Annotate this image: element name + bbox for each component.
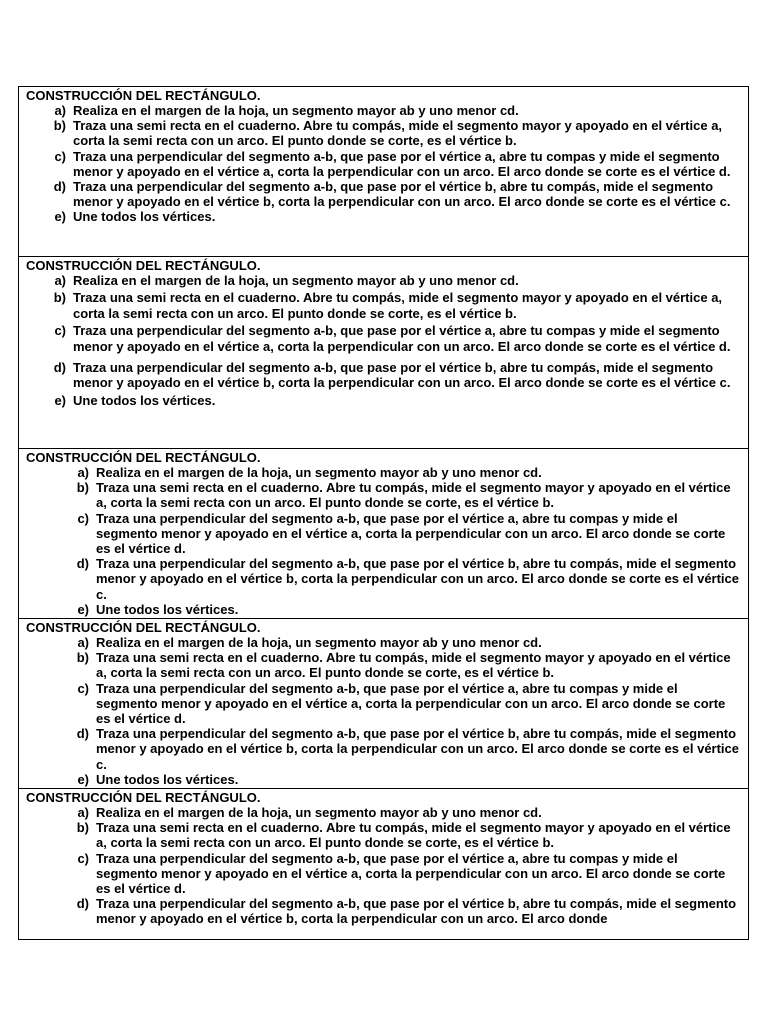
item-text: Realiza en el margen de la hoja, un segmento mayor ab y uno menor cd. (96, 465, 542, 480)
item-marker: e) (77, 771, 89, 787)
list-item (26, 273, 740, 288)
item-marker: e) (54, 392, 66, 408)
step-list (26, 465, 740, 617)
item-text: Traza una perpendicular del segmento a-b, que pase por el vértice b, abre tu compás, mide el segmento menor y apoyado en el vértice b, corta la perpendicular con un arco. El arco donde se corte es el vértice c. (96, 556, 740, 602)
step-list (26, 103, 740, 225)
list-item (26, 393, 740, 408)
item-text: Traza una perpendicular del segmento a-b, que pase por el vértice b, abre tu compás, mide el segmento menor y apoyado en el vértice b, corta la perpendicular con un arco. El arco donde se corte es el vértice c. (96, 726, 740, 772)
block-title: CONSTRUCCIÓN DEL RECTÁNGULO. (26, 620, 261, 635)
list-item (26, 290, 740, 321)
list-item (26, 103, 740, 118)
list-item (26, 149, 740, 179)
block-title: CONSTRUCCIÓN DEL RECTÁNGULO. (26, 790, 261, 805)
list-item (26, 465, 740, 480)
item-marker: d) (76, 726, 89, 742)
instruction-block-3 (19, 449, 748, 619)
item-marker: d) (76, 556, 89, 572)
list-item (26, 602, 740, 617)
item-marker: b) (76, 480, 89, 496)
item-text: Realiza en el margen de la hoja, un segmento mayor ab y uno menor cd. (73, 273, 519, 288)
item-marker: c) (77, 680, 89, 696)
item-text: Traza una perpendicular del segmento a-b, que pase por el vértice b, abre tu compás, mide el segmento menor y apoyado en el vértice b, corta la perpendicular con un arco. El arco donde (96, 896, 737, 927)
step-list (26, 273, 740, 408)
list-item (26, 556, 740, 602)
item-text: Traza una semi recta en el cuaderno. Abre tu compás, mide el segmento mayor y apoyado en el vértice a, corta la semi recta con un arco. El punto donde se corte, es el vértice b. (73, 118, 723, 149)
list-item (26, 820, 740, 850)
document-page (18, 86, 749, 940)
item-text: Traza una semi recta en el cuaderno. Abre tu compás, mide el segmento mayor y apoyado en el vértice a, corta la semi recta con un arco. El punto donde se corte, es el vértice b. (96, 820, 731, 851)
item-marker: a) (77, 805, 89, 820)
list-item (26, 851, 740, 897)
item-marker: d) (53, 360, 66, 376)
item-text: Traza una perpendicular del segmento a-b, que pase por el vértice a, abre tu compas y mide el segmento menor y apoyado en el vértice a, corta la perpendicular con un arco. El arco donde se corte es el vértice d. (73, 148, 731, 179)
item-marker: b) (76, 650, 89, 666)
item-text: Une todos los vértices. (96, 601, 239, 617)
item-text: Traza una perpendicular del segmento a-b, que pase por el vértice a, abre tu compas y mide el segmento menor y apoyado en el vértice a, corta la perpendicular con un arco. El arco donde se corte es el vértice d. (96, 850, 726, 897)
item-marker: e) (77, 601, 89, 617)
list-item (26, 635, 740, 650)
list-item (26, 726, 740, 772)
instruction-block-4 (19, 619, 748, 789)
list-item (26, 805, 740, 820)
item-text: Realiza en el margen de la hoja, un segmento mayor ab y uno menor cd. (96, 805, 542, 820)
item-marker: c) (54, 148, 66, 164)
list-item (26, 681, 740, 727)
list-item (26, 650, 740, 680)
list-item (26, 179, 740, 209)
item-text: Traza una perpendicular del segmento a-b, que pase por el vértice b, abre tu compás, mide el segmento menor y apoyado en el vértice b, corta la perpendicular con un arco. El arco donde se corte es el vértice c. (73, 360, 731, 391)
item-marker: a) (54, 273, 66, 288)
block-title: CONSTRUCCIÓN DEL RECTÁNGULO. (26, 88, 261, 103)
list-item (26, 209, 740, 224)
item-text: Traza una semi recta en el cuaderno. Abre tu compás, mide el segmento mayor y apoyado en el vértice a, corta la semi recta con un arco. El punto donde se corte, es el vértice b. (73, 290, 723, 321)
block-title: CONSTRUCCIÓN DEL RECTÁNGULO. (26, 258, 261, 273)
item-marker: d) (76, 896, 89, 912)
item-marker: e) (54, 209, 66, 225)
list-item (26, 480, 740, 510)
item-marker: c) (54, 323, 66, 339)
item-text: Une todos los vértices. (96, 771, 239, 787)
item-marker: b) (53, 290, 66, 306)
list-item (26, 772, 740, 787)
item-text: Traza una perpendicular del segmento a-b, que pase por el vértice a, abre tu compas y mide el segmento menor y apoyado en el vértice a, corta la perpendicular con un arco. El arco donde se corte es el vértice d. (96, 680, 726, 727)
item-marker: c) (77, 510, 89, 526)
list-item (26, 360, 740, 391)
list-item (26, 118, 740, 148)
list-item (26, 511, 740, 557)
item-text: Traza una semi recta en el cuaderno. Abre tu compás, mide el segmento mayor y apoyado en el vértice a, corta la semi recta con un arco. El punto donde se corte, es el vértice b. (96, 650, 731, 681)
item-marker: b) (76, 820, 89, 836)
item-marker: a) (54, 103, 66, 118)
item-text: Realiza en el margen de la hoja, un segmento mayor ab y uno menor cd. (96, 635, 542, 650)
list-item (26, 896, 740, 926)
item-marker: c) (77, 850, 89, 866)
item-marker: d) (53, 179, 66, 195)
item-text: Traza una perpendicular del segmento a-b, que pase por el vértice a, abre tu compas y mide el segmento menor y apoyado en el vértice a, corta la perpendicular con un arco. El arco donde se corte es el vértice d. (73, 323, 731, 354)
instruction-block-2 (19, 257, 748, 449)
instruction-block-5 (19, 789, 748, 939)
item-text: Traza una semi recta en el cuaderno. Abre tu compás, mide el segmento mayor y apoyado en el vértice a, corta la semi recta con un arco. El punto donde se corte, es el vértice b. (96, 480, 731, 511)
item-text: Une todos los vértices. (73, 392, 216, 408)
item-marker: a) (77, 635, 89, 650)
step-list (26, 635, 740, 787)
item-text: Traza una perpendicular del segmento a-b, que pase por el vértice a, abre tu compas y mide el segmento menor y apoyado en el vértice a, corta la perpendicular con un arco. El arco donde se corte es el vértice d. (96, 510, 726, 557)
item-text: Une todos los vértices. (73, 209, 216, 225)
instruction-block-1 (19, 87, 748, 257)
item-text: Realiza en el margen de la hoja, un segmento mayor ab y uno menor cd. (73, 103, 519, 118)
step-list (26, 805, 740, 927)
item-marker: b) (53, 118, 66, 134)
block-title: CONSTRUCCIÓN DEL RECTÁNGULO. (26, 450, 261, 465)
item-marker: a) (77, 465, 89, 480)
item-text: Traza una perpendicular del segmento a-b, que pase por el vértice b, abre tu compás, mide el segmento menor y apoyado en el vértice b, corta la perpendicular con un arco. El arco donde se corte es el vértice c. (73, 179, 731, 210)
list-item (26, 323, 740, 354)
